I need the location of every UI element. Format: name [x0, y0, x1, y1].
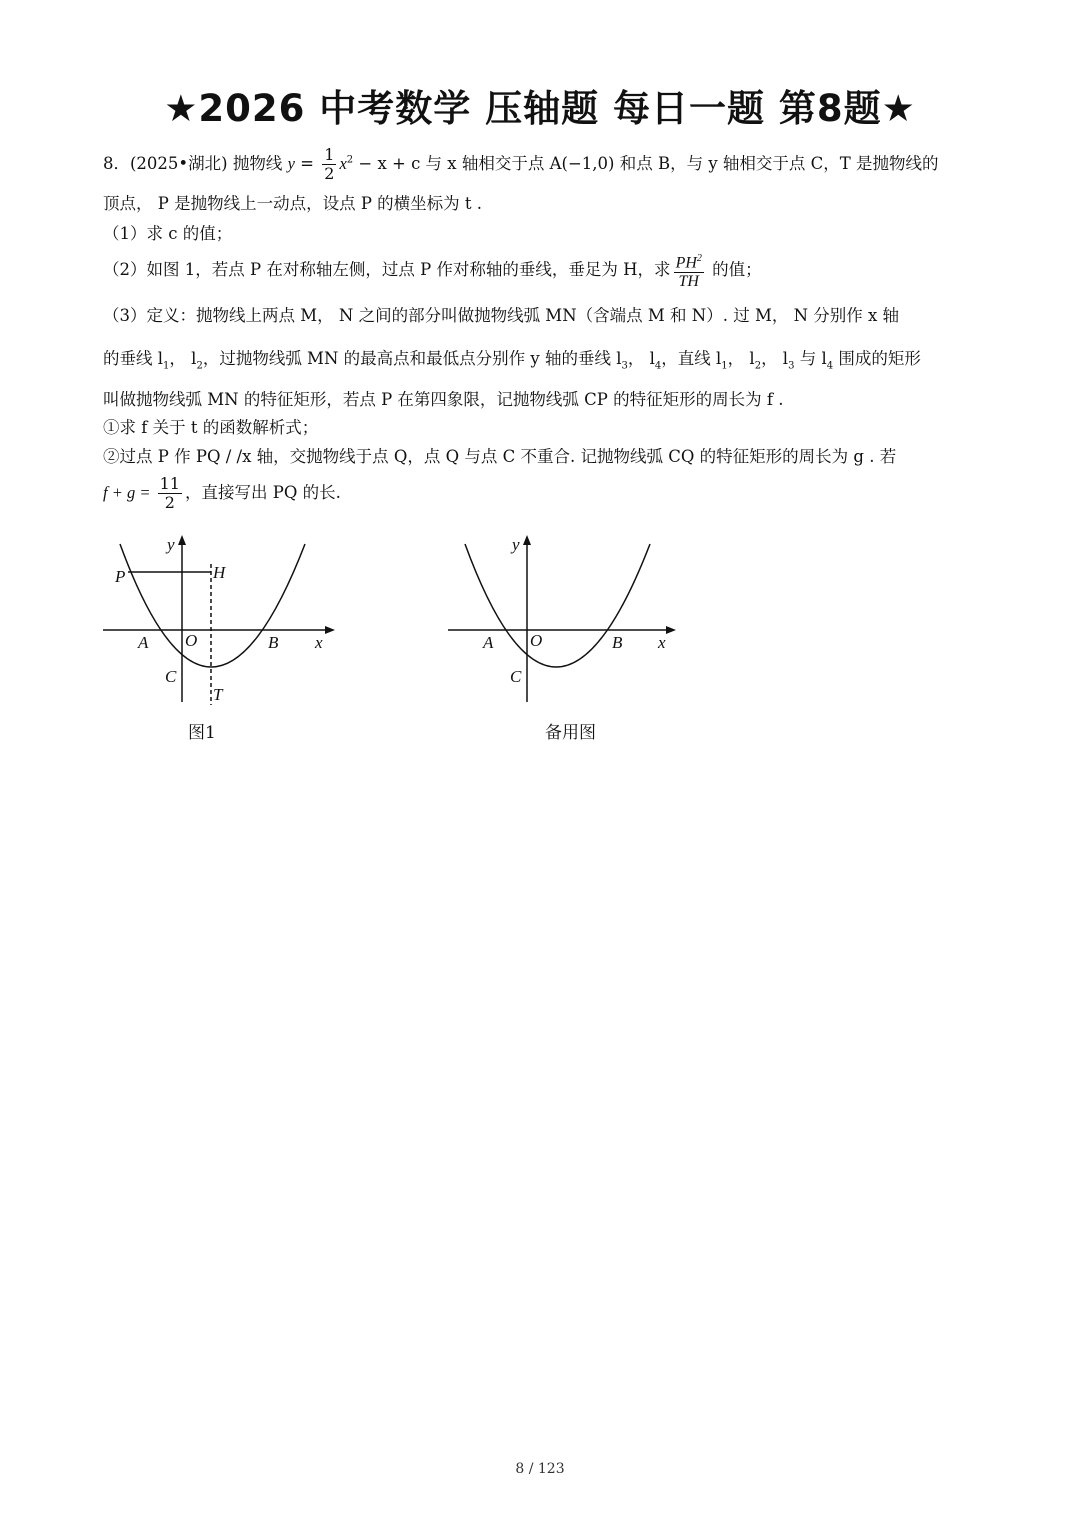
fraction-numerator: 1	[324, 145, 335, 164]
label-h: H	[213, 563, 226, 582]
label-b: B	[268, 633, 279, 652]
subscript: 1	[163, 360, 170, 372]
subscript: 3	[621, 360, 628, 372]
problem-text: （2）如图 1，若点 P 在对称轴左侧，过点 P 作对称轴的垂线，垂足为 H，求	[103, 260, 671, 280]
page-number: 8 / 123	[515, 1461, 565, 1477]
fraction-ph-th	[674, 250, 704, 291]
question-2	[103, 250, 762, 291]
problem-line-7: 叫做抛物线弧 MN 的特征矩形，若点 P 在第四象限，记抛物线弧 CP 的特征矩形的周长为 f .	[103, 390, 784, 409]
question-3-2: ②过点 P 作 PQ / /x 轴，交抛物线于点 Q，点 Q 与点 C 不重合. 记抛物线弧 CQ 的特征矩形的周长为 g . 若	[103, 447, 897, 466]
subscript: 2	[196, 360, 203, 372]
problem-text: ， l	[761, 349, 789, 368]
label-o: O	[530, 631, 543, 650]
fraction-half	[322, 146, 336, 183]
problem-text: ，过抛物线弧 MN 的最高点和最低点分别作 y 轴的垂线 l	[202, 349, 622, 368]
label-x: x	[658, 633, 666, 652]
question-3-definition: （3）定义：抛物线上两点 M， N 之间的部分叫做抛物线弧 MN（含端点 M 和 N）. 过 M， N 分别作 x 轴	[103, 306, 900, 325]
fraction-numerator	[674, 250, 704, 273]
page-title: ★2026 中考数学 压轴题 每日一题 第8题★	[164, 87, 916, 130]
label-y: y	[512, 535, 520, 554]
figure-1	[95, 530, 345, 715]
superscript: 2	[696, 253, 702, 264]
problem-line-1	[103, 146, 939, 183]
math-var: x	[339, 154, 347, 173]
problem-line-10	[103, 475, 341, 512]
label-p: P	[115, 567, 126, 586]
x-arrow-icon	[325, 626, 335, 634]
math-eq: =	[294, 154, 320, 173]
label-c: C	[510, 667, 522, 686]
subscript: 4	[826, 360, 834, 372]
figure-1-caption: 图1	[188, 723, 216, 743]
math-var: y	[287, 154, 295, 173]
fraction-denominator: 2	[324, 164, 335, 183]
problem-line-6	[103, 345, 921, 371]
fraction-eleven-halves	[158, 475, 182, 512]
label-t: T	[213, 685, 223, 704]
label-b: B	[612, 633, 623, 652]
subscript: 4	[654, 360, 662, 372]
problem-text: − x + c 与 x 轴相交于点 A(−1,0) 和点 B，与 y 轴相交于点 C，T 是抛物线的	[353, 154, 939, 173]
fraction-denominator: 2	[164, 493, 175, 512]
superscript: 2	[346, 154, 354, 166]
problem-text: ，直线 l	[661, 349, 722, 368]
problem-text: ， l	[627, 349, 655, 368]
problem-line-2: 顶点， P 是抛物线上一动点，设点 P 的横坐标为 t .	[103, 194, 483, 213]
label-y: y	[167, 535, 175, 554]
label-a: A	[138, 633, 149, 652]
label-o: O	[185, 631, 198, 650]
problem-text: 的值；	[706, 260, 762, 280]
subscript: 2	[754, 360, 762, 372]
subscript: 3	[788, 360, 795, 372]
problem-text: 的垂线 l	[103, 349, 164, 368]
figure-spare-caption: 备用图	[545, 723, 596, 743]
math-expression: f + g =	[103, 483, 155, 502]
figure-spare	[440, 530, 690, 715]
problem-text: ，直接写出 PQ 的长.	[184, 483, 341, 502]
label-c: C	[165, 667, 177, 686]
y-arrow-icon	[178, 535, 186, 545]
y-arrow-icon	[523, 535, 531, 545]
problem-text: 围成的矩形	[833, 349, 921, 368]
label-a: A	[483, 633, 494, 652]
problem-text: ， l	[169, 349, 197, 368]
fraction-numerator: 11	[159, 474, 180, 493]
subscript: 1	[721, 360, 728, 372]
problem-text: 与 l	[794, 349, 827, 368]
problem-text: ， l	[727, 349, 755, 368]
fraction-denominator: TH	[678, 273, 699, 291]
problem-text: 8．(2025•湖北) 抛物线	[103, 154, 288, 173]
label-x: x	[315, 633, 323, 652]
question-3-1: ①求 f 关于 t 的函数解析式；	[103, 418, 319, 437]
x-arrow-icon	[666, 626, 676, 634]
question-1: （1）求 c 的值；	[103, 224, 233, 243]
numerator-text: PH	[675, 254, 697, 272]
